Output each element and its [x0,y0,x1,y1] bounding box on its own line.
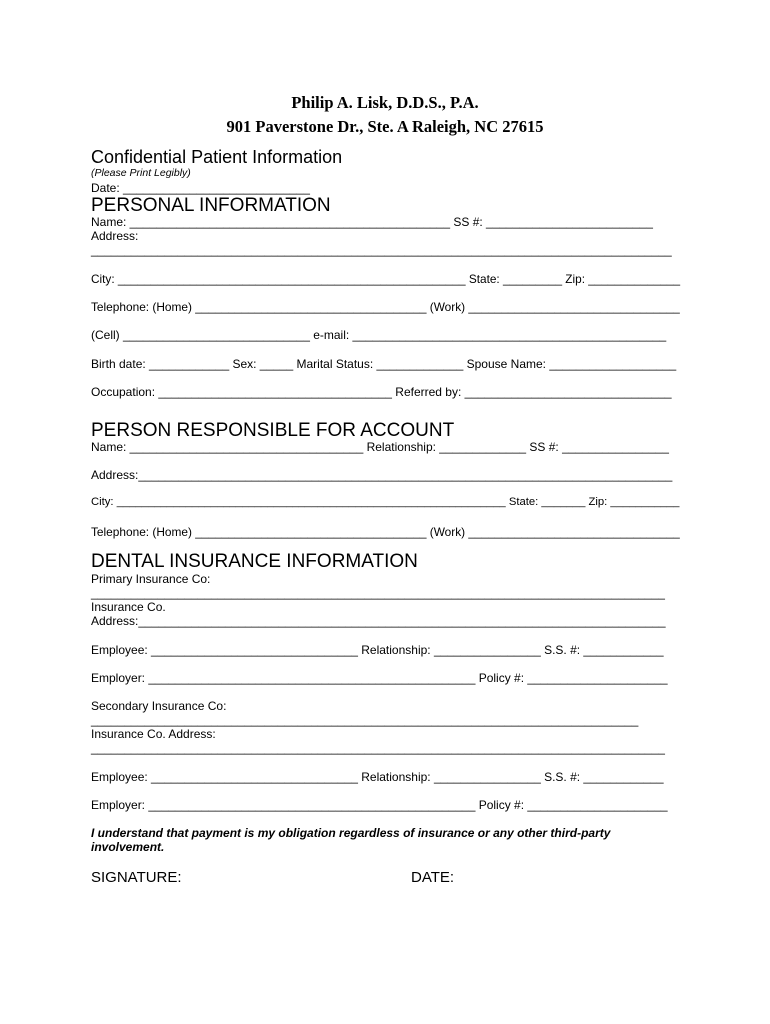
secondary-address-label: Insurance Co. Address: [91,727,216,741]
secondary-employee-field[interactable]: Employee: _______________________________ Relationship: ________________ S.S. #: ____________ [91,770,664,784]
practice-name: Philip A. Lisk, D.D.S., P.A. [291,93,479,112]
responsible-party-heading: PERSON RESPONSIBLE FOR ACCOUNT [91,420,455,441]
primary-insurance-label: Primary Insurance Co: [91,572,211,586]
secondary-employer-field[interactable]: Employer: _________________________________________________ Policy #: _____________________ [91,798,668,812]
responsible-city-state-zip-field[interactable]: City: ______________________________________________________________ State: _______ Zip: ___________ [91,496,680,508]
responsible-telephone-field[interactable]: Telephone: (Home) ___________________________________ (Work) ________________________________ [91,525,680,539]
print-legibly-note: (Please Print Legibly) [91,167,191,179]
personal-city-state-zip-field[interactable]: City: _____________________________________________________ State: _________ Zip: ______________ [91,272,681,286]
personal-birth-sex-marital-field[interactable]: Birth date: ____________ Sex: _____ Marital Status: _____________ Spouse Name: ___________________ [91,357,677,371]
payment-obligation-statement-cont: involvement. [91,840,165,854]
insurance-co-label: Insurance Co. [91,600,166,614]
personal-telephone-field[interactable]: Telephone: (Home) ___________________________________ (Work) ________________________________ [91,300,680,314]
dental-insurance-heading: DENTAL INSURANCE INFORMATION [91,551,418,572]
insurance-address-field[interactable]: Address:_______________________________________________________________________________ [91,614,666,628]
secondary-address-field[interactable]: ______________________________________________________________________________________ [91,741,665,755]
personal-occupation-referred-field[interactable]: Occupation: ___________________________________ Referred by: _______________________________ [91,385,672,399]
secondary-insurance-label: Secondary Insurance Co: [91,699,227,713]
practice-address: 901 Paverstone Dr., Ste. A Raleigh, NC 27615 [226,117,544,136]
signature-label[interactable]: SIGNATURE: [91,869,182,886]
primary-employer-field[interactable]: Employer: _________________________________________________ Policy #: _____________________ [91,671,668,685]
primary-employee-field[interactable]: Employee: _______________________________ Relationship: ________________ S.S. #: ____________ [91,643,664,657]
personal-cell-email-field[interactable]: (Cell) ____________________________ e-mail: _______________________________________________ [91,328,667,342]
responsible-address-field[interactable]: Address:________________________________________________________________________________ [91,468,673,482]
signature-date-label[interactable]: DATE: [411,869,455,886]
personal-address-field[interactable]: _______________________________________________________________________________________ [91,243,672,257]
date-field[interactable]: Date: ____________________________ [91,181,310,195]
form-title: Confidential Patient Information [91,147,343,167]
personal-name-ssn-field[interactable]: Name: ________________________________________________ SS #: _________________________ [91,215,653,229]
secondary-insurance-field[interactable]: __________________________________________________________________________________ [91,713,639,727]
personal-address-label: Address: [91,229,139,243]
responsible-name-field[interactable]: Name: ___________________________________ Relationship: _____________ SS #: ________________ [91,440,669,454]
primary-insurance-field[interactable]: ______________________________________________________________________________________ [91,586,665,600]
payment-obligation-statement: I understand that payment is my obligation regardless of insurance or any other third-party [91,826,611,840]
personal-information-heading: PERSONAL INFORMATION [91,195,331,216]
